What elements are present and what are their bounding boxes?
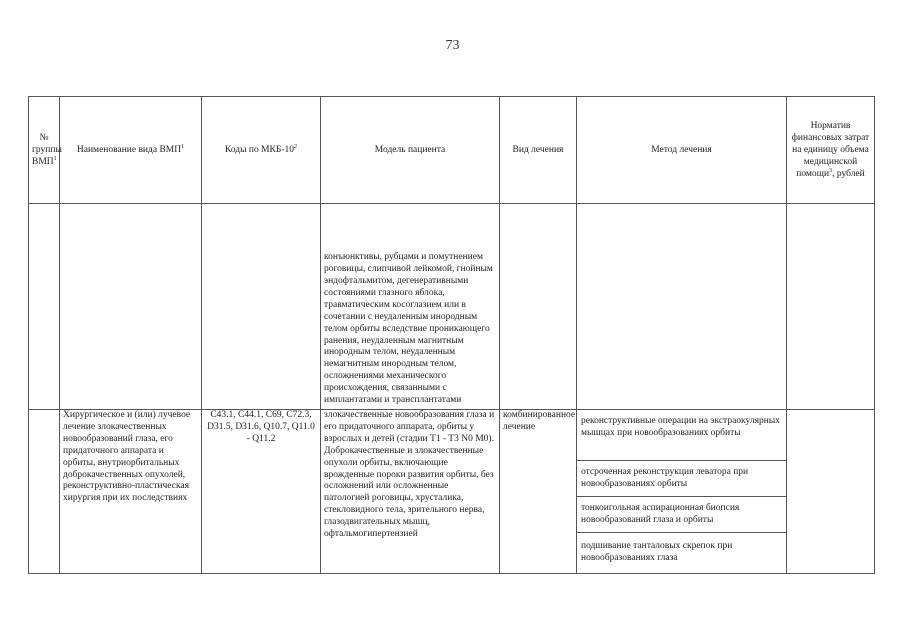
cell-model: конъюнктивы, рубцами и помутнением роговицы, слипчивой лейкомой, гнойным эндофтальмитом, дегенеративными состояниями глазного яблока, травматическим косоглазием или в сочетании с неудаленным инородным телом орбиты вследствие проникающего ранения, неудаленным магнитным инородным телом, неудаленным немагнитным инородным телом, осложнениями механического происхождения, связанными с имплантатами и трансплантатами — [321, 204, 500, 410]
cell-treatment: комбинированное лечение — [500, 410, 577, 574]
cell-norm — [787, 204, 875, 410]
method-item: реконструктивные операции на экстраокулярных мышцах при новообразованиях орбиты — [577, 410, 786, 461]
method-item: подшивание танталовых скрепок при новообразованиях глаза — [581, 541, 733, 563]
table-row-main — [29, 410, 875, 574]
header-group-no: № группы ВМП$^1$ — [29, 97, 60, 204]
header-norm: Норматив финансовых затрат на единицу объема медицинской помощи$^3$, рублей — [787, 97, 875, 204]
cell-treatment — [500, 204, 577, 410]
cell-model: злокачественные новообразования глаза и его придаточного аппарата, орбиты у взрослых и детей (стадии T1 - T3 N0 M0). Доброкачественные и злокачественные опухоли орбиты, включающие врожденные пороки развития орбиты, без осложнений или осложненные патологией роговицы, хрусталика, стекловидного тела, зрительного нерва, глазодвигательных мышц, офтальмогипертензией — [321, 410, 500, 574]
cell-group-no — [29, 204, 60, 410]
cell-name: Хирургическое и (или) лучевое лечение злокачественных новообразований глаза, его придаточного аппарата и орбиты, внутриорбитальных доброкачественных опухолей, реконструктивно-пластическая хирургия при их последствиях — [60, 410, 202, 574]
method-item: отсроченная реконструкция леватора при новообразованиях орбиты — [577, 461, 786, 497]
header-treatment: Вид лечения — [500, 97, 577, 204]
cell-codes — [202, 204, 321, 410]
header-model: Модель пациента — [321, 97, 500, 204]
header-method: Метод лечения — [577, 97, 787, 204]
cell-norm — [787, 410, 875, 574]
cell-name — [60, 204, 202, 410]
table-row-continuation — [29, 204, 875, 410]
vmp-table — [28, 96, 875, 574]
method-item: тонкоигольная аспирационная биопсия новообразований глаза и орбиты — [577, 497, 786, 533]
cell-method — [577, 204, 787, 410]
cell-group-no — [29, 410, 60, 574]
cell-method — [577, 410, 787, 574]
header-codes: Коды по МКБ-$10^2$ — [202, 97, 321, 204]
header-name: Наименование вида ВМП$^1$ — [60, 97, 202, 204]
cell-codes: C43.1, C44.1, C69, C72.3, D31.5, D31.6, Q10.7, Q11.0 - Q11.2 — [202, 410, 321, 574]
page-number: 73 — [445, 38, 460, 53]
header-row — [29, 97, 875, 204]
